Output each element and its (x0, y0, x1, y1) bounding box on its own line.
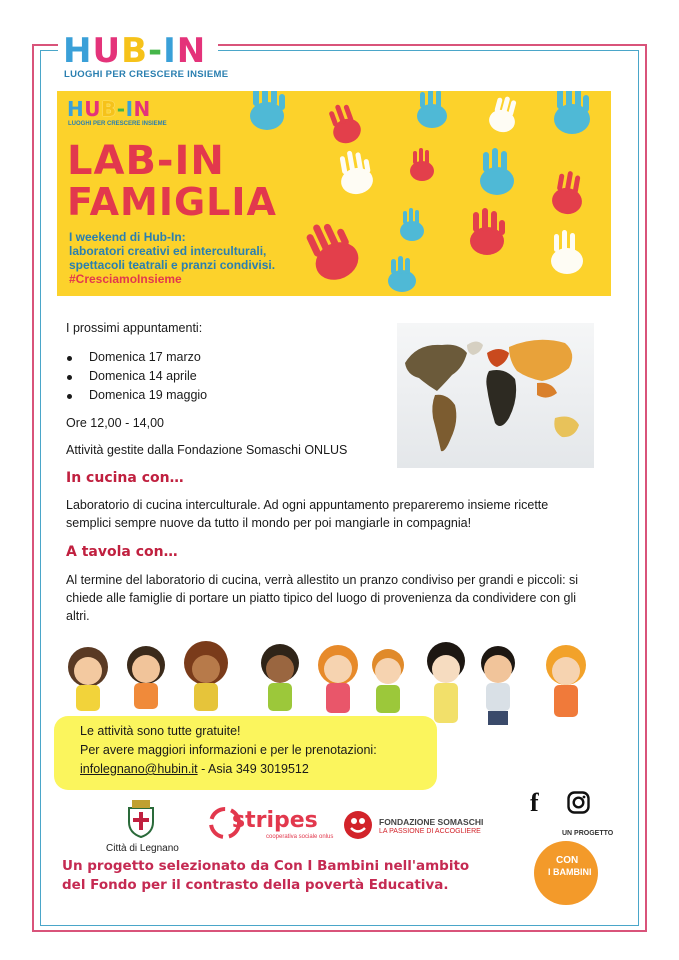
banner-description (69, 230, 275, 272)
somaschi-emblem-icon (343, 810, 373, 840)
email-link[interactable]: infolegnano@hubin.it (80, 762, 198, 776)
table-text-line: Al termine del laboratorio di cucina, verrà allestito un pranzo condiviso per grandi e piccoli: si (66, 573, 579, 587)
appointments-intro: I prossimi appuntamenti: (66, 321, 203, 335)
info-contact-line (80, 762, 309, 776)
con-i-bambini-badge (530, 825, 612, 907)
lab-in-famiglia-banner (57, 91, 611, 296)
citta-di-legnano-logo (106, 800, 179, 854)
badge-bambini: I BAMBINI (548, 867, 592, 877)
managed-by: Attività gestite dalla Fondazione Somaschi ONLUS (66, 443, 348, 457)
banner-logo-subtitle: LUOGHI PER CRESCERE INSIEME (68, 121, 167, 127)
bullet-icon (67, 394, 72, 399)
somaschi-name: FONDAZIONE SOMASCHI (379, 817, 484, 827)
child-figure (68, 647, 108, 711)
banner-hashtag: #CresciamoInsieme (69, 272, 182, 286)
table-text-line: chiede alle famiglie di portare un piatto tipico del luogo di provenienza da condividere con gli (66, 591, 577, 605)
hub-in-logo (58, 30, 229, 86)
badge-con: CON (556, 855, 579, 866)
appointment-date: Domenica 14 aprile (89, 369, 197, 383)
banner-title-line2: FAMIGLIA (67, 180, 277, 224)
instagram-icon[interactable] (567, 791, 590, 814)
footer-statement (62, 857, 469, 895)
bullet-icon (67, 356, 72, 361)
kitchen-text-line: Laboratorio di cucina interculturale. Ad ogni appuntamento prepareremo insieme ricette (66, 498, 549, 512)
hub-in-logo-subtitle: LUOGHI PER CRESCERE INSIEME (64, 69, 229, 80)
banner-text-line: spettacoli teatrali e pranzi condivisi. (69, 258, 276, 272)
facebook-icon[interactable]: f (530, 788, 539, 817)
table-text-line: altri. (66, 609, 90, 623)
kitchen-text-line: semplici sempre nuove da tutto il mondo per poi mangiarle in compagnia! (66, 516, 472, 530)
banner-text-line: I weekend di Hub-In: (69, 230, 186, 244)
appointment-date: Domenica 19 maggio (89, 388, 208, 402)
legnano-label: Città di Legnano (106, 843, 179, 854)
info-free-activities: Le attività sono tutte gratuite! (80, 724, 241, 738)
stripes-subtitle: cooperativa sociale onlus (266, 834, 334, 840)
table-heading: A tavola con… (66, 544, 178, 560)
footer-line: del Fondo per il contrasto della povertà Educativa. (62, 877, 449, 893)
contact-phone: - Asia 349 3019512 (197, 762, 309, 776)
stripes-name: stripes (232, 808, 318, 833)
badge-top-text: UN PROGETTO (562, 830, 614, 837)
spice-world-map-image (397, 323, 594, 468)
world-map-illustration (397, 323, 594, 468)
legnano-crest-icon (126, 800, 156, 838)
banner-text-line: laboratori creativi ed interculturali, (69, 244, 267, 258)
info-more-info: Per avere maggiori informazioni e per le prenotazioni: (80, 743, 377, 757)
appointment-hours: Ore 12,00 - 14,00 (66, 416, 164, 430)
appointment-date: Domenica 17 marzo (89, 350, 201, 364)
kitchen-heading: In cucina con… (66, 470, 184, 486)
banner-title-line1: LAB-IN (67, 138, 225, 184)
hub-in-logo-text: HUB-IN (63, 31, 207, 71)
somaschi-tagline: LA PASSIONE DI ACCOGLIERE (379, 828, 481, 835)
banner-hub-in-logo: HUB-IN (67, 97, 151, 121)
bullet-icon (67, 375, 72, 380)
footer-line: Un progetto selezionato da Con I Bambini nell'ambito (62, 858, 470, 874)
